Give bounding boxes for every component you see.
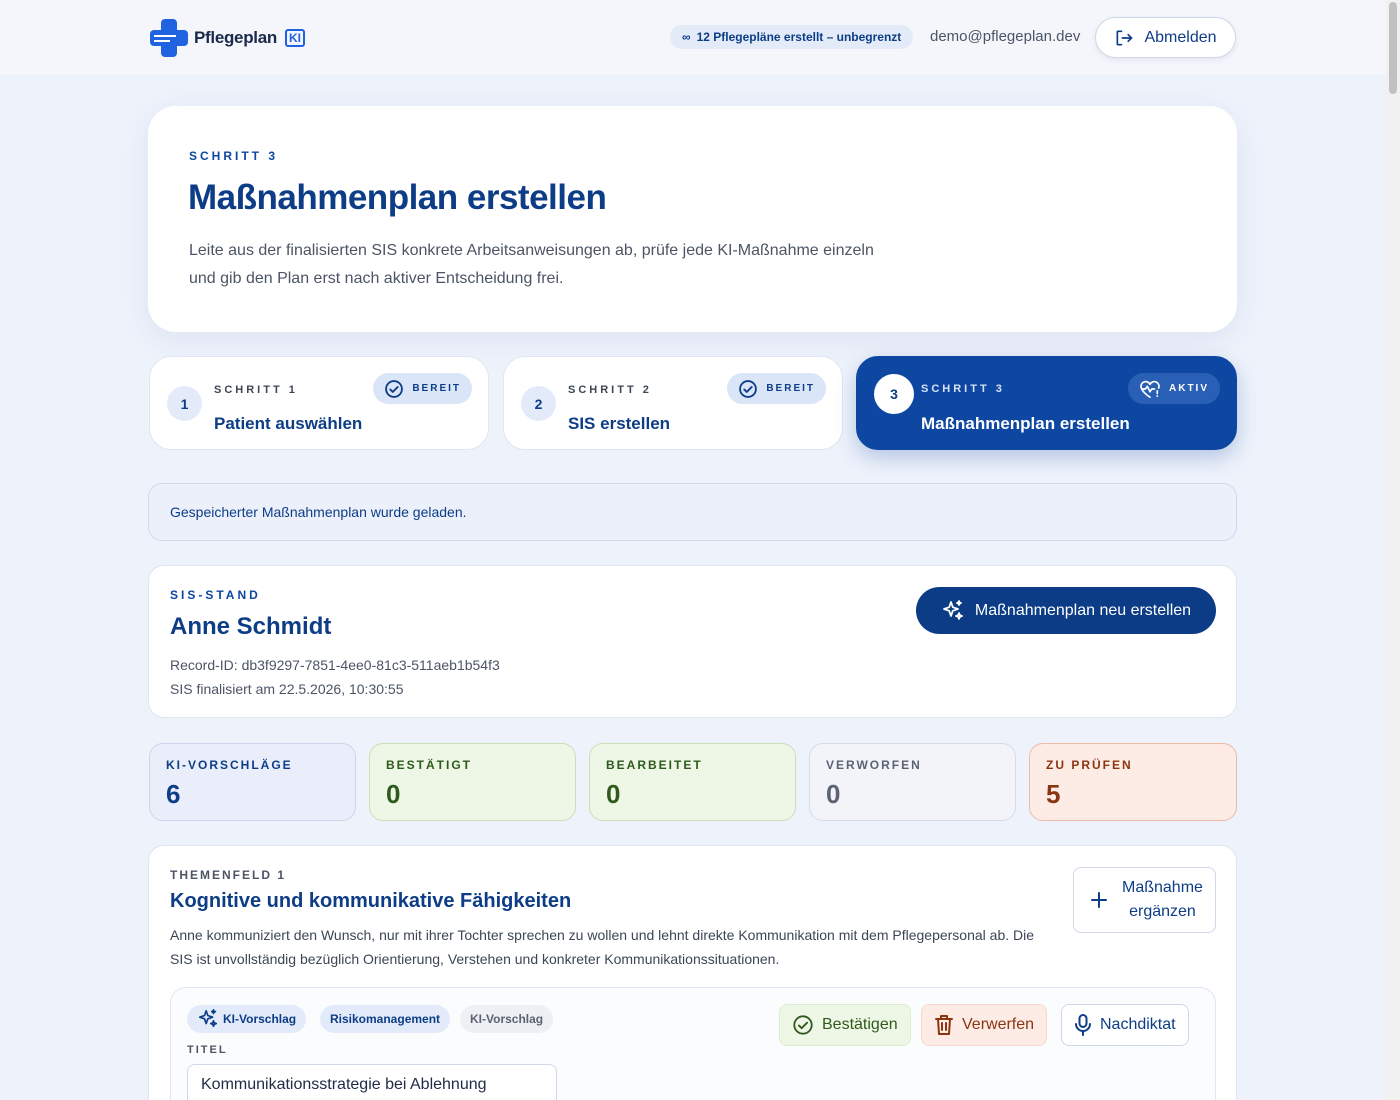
page-scrollbar[interactable] — [1386, 0, 1400, 1100]
theme-title: Kognitive und kommunikative Fähigkeiten — [170, 890, 572, 912]
logout-icon — [1114, 28, 1134, 48]
discard-button[interactable] — [921, 1004, 1047, 1046]
stat-discarded — [809, 743, 1016, 821]
step-3-card[interactable] — [856, 356, 1237, 450]
step-number: 1 — [167, 386, 202, 421]
logo-text: Pflegeplan — [194, 28, 277, 47]
app-logo[interactable] — [150, 19, 305, 57]
step-label: SCHRITT 2 — [568, 384, 652, 396]
stat-to-review — [1029, 743, 1237, 821]
logo-ki-badge: KI — [285, 29, 305, 47]
sis-meta — [170, 653, 500, 701]
sis-card — [148, 565, 1237, 718]
measure-title-input[interactable] — [187, 1064, 557, 1100]
measure-card — [170, 987, 1216, 1100]
logout-label: Abmelden — [1144, 28, 1217, 46]
step-1-card[interactable] — [149, 356, 489, 450]
regenerate-plan-button[interactable] — [916, 587, 1216, 634]
infinity-icon: ∞ — [682, 30, 691, 44]
sis-finalized-date: SIS finalisiert am 22.5.2026, 10:30:55 — [170, 681, 404, 697]
plus-icon — [1090, 891, 1108, 909]
step-number: 3 — [874, 374, 914, 414]
sparkles-icon — [197, 1008, 219, 1030]
step-status-badge — [727, 373, 826, 404]
check-circle-icon — [384, 379, 404, 399]
step-label: SCHRITT 1 — [214, 384, 298, 396]
info-banner: Gespeicherter Maßnahmenplan wurde geladen. — [148, 483, 1237, 541]
stat-ki-suggestions — [149, 743, 356, 821]
step-status-label: AKTIV — [1169, 383, 1209, 394]
sparkles-icon — [941, 599, 965, 623]
step-status-label: BEREIT — [766, 383, 815, 394]
step-status-badge — [1128, 373, 1220, 404]
trash-icon — [934, 1014, 954, 1036]
theme-card — [148, 845, 1237, 1100]
medical-cross-icon — [150, 19, 188, 57]
hero-eyebrow: SCHRITT 3 — [189, 149, 279, 163]
stat-label: BESTÄTIGT — [386, 758, 472, 772]
step-number: 2 — [521, 386, 556, 421]
confirm-button[interactable] — [779, 1004, 911, 1046]
top-bar — [0, 0, 1386, 75]
stat-label: BEARBEITET — [606, 758, 703, 772]
patient-name: Anne Schmidt — [170, 613, 332, 640]
stat-value: 0 — [386, 779, 401, 809]
step-status-badge — [373, 373, 472, 404]
hero-description: Leite aus der finalisierten SIS konkrete Arbeitsanweisungen ab, prüfe jede KI-Maßnahme einzeln und gib den Plan erst nach aktiver Entscheidung frei. — [189, 242, 874, 287]
hero-card — [148, 106, 1237, 332]
record-id: Record-ID: db3f9297-7851-4ee0-81c3-511aeb1b54f3 — [170, 657, 500, 673]
heartbeat-icon — [1139, 379, 1161, 399]
step-2-card[interactable] — [503, 356, 843, 450]
step-title: Maßnahmenplan erstellen — [921, 414, 1130, 433]
title-field-label: TITEL — [187, 1044, 228, 1056]
page-title: Maßnahmenplan erstellen — [188, 178, 607, 217]
stat-value: 0 — [826, 779, 841, 809]
check-circle-icon — [738, 379, 758, 399]
tag-label: KI-Vorschlag — [223, 1012, 297, 1026]
tag-ki-suggestion-secondary — [460, 1005, 553, 1033]
stat-confirmed — [369, 743, 576, 821]
stat-label: KI-VORSCHLÄGE — [166, 758, 293, 772]
regenerate-label: Maßnahmenplan neu erstellen — [974, 601, 1192, 619]
add-measure-label — [1122, 876, 1203, 924]
tag-label: Risikomanagement — [330, 1012, 441, 1026]
tag-risk-management — [320, 1005, 450, 1033]
step-title: Patient auswählen — [214, 414, 363, 433]
stat-value: 0 — [606, 779, 621, 809]
quota-text: 12 Pflegepläne erstellt – unbegrenzt — [696, 30, 902, 44]
logout-button[interactable] — [1095, 17, 1236, 58]
microphone-icon — [1074, 1014, 1092, 1036]
add-measure-label-line1: Maßnahme — [1122, 879, 1203, 896]
dictate-button[interactable] — [1061, 1004, 1189, 1046]
user-email: demo@pflegeplan.dev — [930, 28, 1081, 45]
dictate-label: Nachdiktat — [1100, 1016, 1176, 1033]
add-measure-label-line2: ergänzen — [1129, 903, 1196, 920]
quota-badge — [670, 25, 913, 49]
check-circle-icon — [792, 1014, 814, 1036]
stat-value: 6 — [166, 779, 181, 809]
step-status-label: BEREIT — [412, 383, 461, 394]
tag-label: KI-Vorschlag — [470, 1012, 544, 1026]
stat-label: ZU PRÜFEN — [1046, 758, 1133, 772]
sis-eyebrow: SIS-STAND — [170, 588, 261, 602]
confirm-label: Bestätigen — [822, 1016, 898, 1033]
stat-edited — [589, 743, 796, 821]
stat-label: VERWORFEN — [826, 758, 922, 772]
scrollbar-thumb[interactable] — [1389, 2, 1397, 94]
tag-ki-suggestion — [187, 1005, 306, 1033]
discard-label: Verwerfen — [962, 1016, 1035, 1033]
step-label: SCHRITT 3 — [921, 383, 1005, 395]
step-title: SIS erstellen — [568, 414, 671, 433]
stat-value: 5 — [1046, 779, 1061, 809]
add-measure-button[interactable] — [1073, 867, 1216, 933]
theme-description: Anne kommuniziert den Wunsch, nur mit ihrer Tochter sprechen zu wollen und lehnt direkte Kommunikation mit dem Pflegepersonal ab. Die SIS ist unvollständig bezüglich Orientierung, Verstehen und konkreter Kommunikationssituationen. — [170, 927, 1035, 967]
theme-eyebrow: THEMENFELD 1 — [170, 868, 287, 882]
